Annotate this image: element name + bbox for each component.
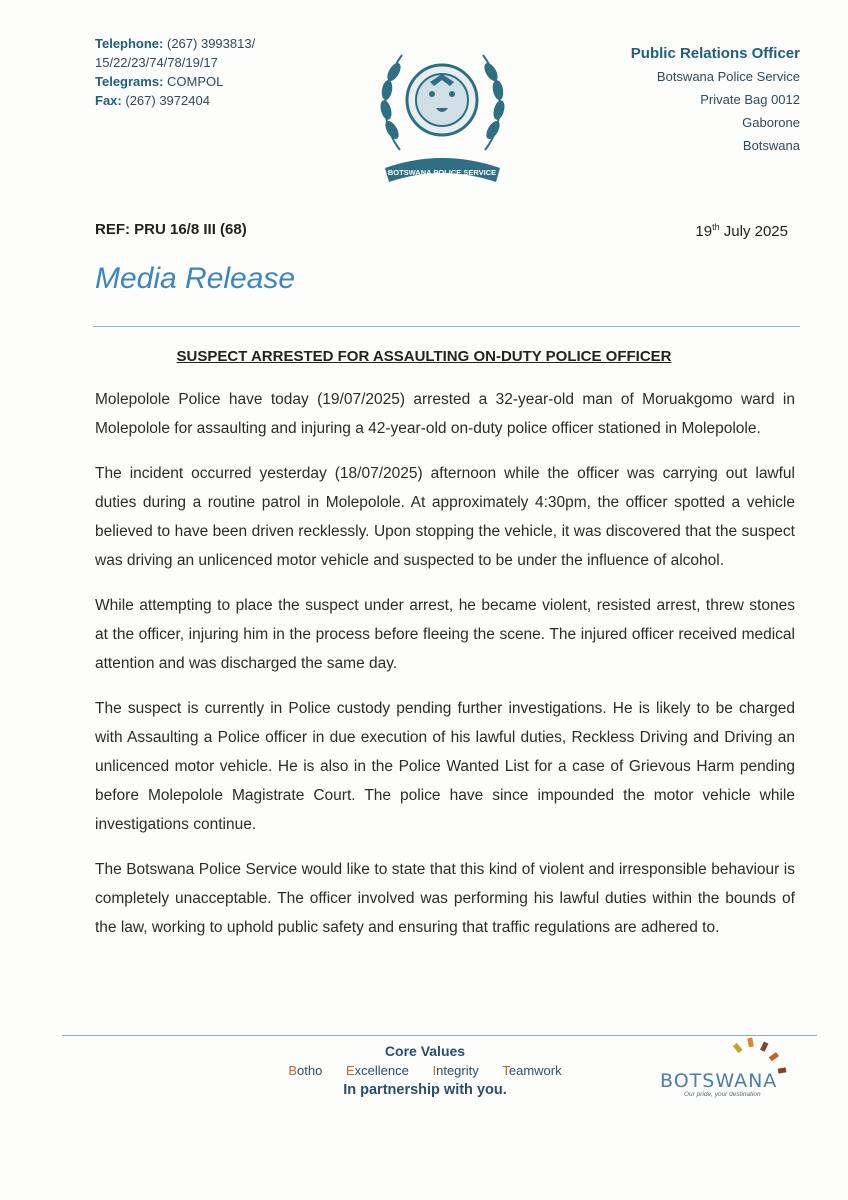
telegrams-value: COMPOL (167, 74, 224, 89)
botswana-tagline: Our pride, your destination (684, 1091, 761, 1098)
media-release-title: Media Release (95, 262, 296, 295)
value-botho: Botho (288, 1063, 323, 1078)
office-line-1: Botswana Police Service (656, 69, 800, 84)
fax-line (95, 91, 255, 110)
telephone-extensions: 15/22/23/74/78/19/17 (95, 55, 218, 70)
office-line-3: Gaborone (742, 115, 800, 130)
footer (270, 1043, 580, 1098)
paragraph-1: Molepolole Police have today (19/07/2025) arrested a 32-year-old man of Moruakgomo ward in Molepolole for assaulting and injuring a 42-year-old on-duty police officer stationed in Molepolole. (95, 391, 795, 437)
paragraph-3: While attempting to place the suspect under arrest, he became violent, resisted arrest, threw stones at the officer, injuring him in the process before fleeing the scene. The injured officer received medical attention and was discharged the same day. (95, 597, 795, 672)
fax-value: (267) 3972404 (125, 93, 210, 108)
release-date (695, 222, 788, 240)
value-excellence: Excellence (345, 1063, 409, 1078)
value-integrity: Integrity (432, 1063, 479, 1078)
release-body (95, 385, 795, 958)
partnership-slogan: In partnership with you. (343, 1082, 507, 1098)
fax-label: Fax: (95, 93, 122, 108)
header-divider (93, 326, 800, 327)
date-rest: July 2025 (719, 223, 788, 240)
office-line-2: Private Bag 0012 (700, 92, 800, 107)
footer-divider (62, 1035, 817, 1036)
core-values-title: Core Values (384, 1043, 466, 1059)
reference-number: REF: PRU 16/8 III (68) (95, 221, 247, 238)
telephone-value: (267) 3993813/ (167, 36, 256, 51)
date-day: 19 (695, 223, 713, 240)
botswana-tourism-logo (660, 1040, 800, 1108)
office-line-4: Botswana (742, 138, 800, 153)
telegrams-label: Telegrams: (95, 74, 164, 89)
office-title: Public Relations Officer (630, 45, 800, 62)
paragraph-2: The incident occurred yesterday (18/07/2025) afternoon while the officer was carrying out lawful duties during a routine patrol in Molepolole. At approximately 4:30pm, the officer spotted a vehicle believed to have been driven recklessly. Upon stopping the vehicle, it was discovered that the suspect was driving an unlicenced motor vehicle and suspected to be under the influence of alcohol. (95, 465, 795, 569)
telephone-line (95, 34, 255, 53)
telegrams-line (95, 72, 255, 91)
core-values-list (270, 1063, 580, 1078)
paragraph-5: The Botswana Police Service would like to state that this kind of violent and irresponsible behaviour is completely unacceptable. The officer involved was performing his lawful duties within the bounds of the law, working to uphold public safety and ensuring that traffic regulations are adhered to. (95, 861, 795, 936)
headline: SUSPECT ARRESTED FOR ASSAULTING ON-DUTY POLICE OFFICER (176, 348, 672, 365)
telephone-label: Telephone: (95, 36, 164, 51)
paragraph-4: The suspect is currently in Police custody pending further investigations. He is likely to be charged with Assaulting a Police officer in due execution of his lawful duties, Reckless Driving and Driving an unlicenced motor vehicle. He is also in the Police Wanted List for a case of Grievous Harm pending before Molepolole Magistrate Court. The police have since impounded the motor vehicle while investigations continue. (95, 700, 795, 833)
botswana-wordmark: BOTSWANA (660, 1070, 778, 1092)
date-suffix: th (712, 222, 720, 232)
value-teamwork: Teamwork (502, 1063, 562, 1078)
office-address (631, 42, 800, 157)
svg-text:BOTSWANA POLICE SERVICE: BOTSWANA POLICE SERVICE (387, 168, 497, 177)
police-crest-logo (370, 30, 515, 190)
contact-block (95, 34, 255, 110)
